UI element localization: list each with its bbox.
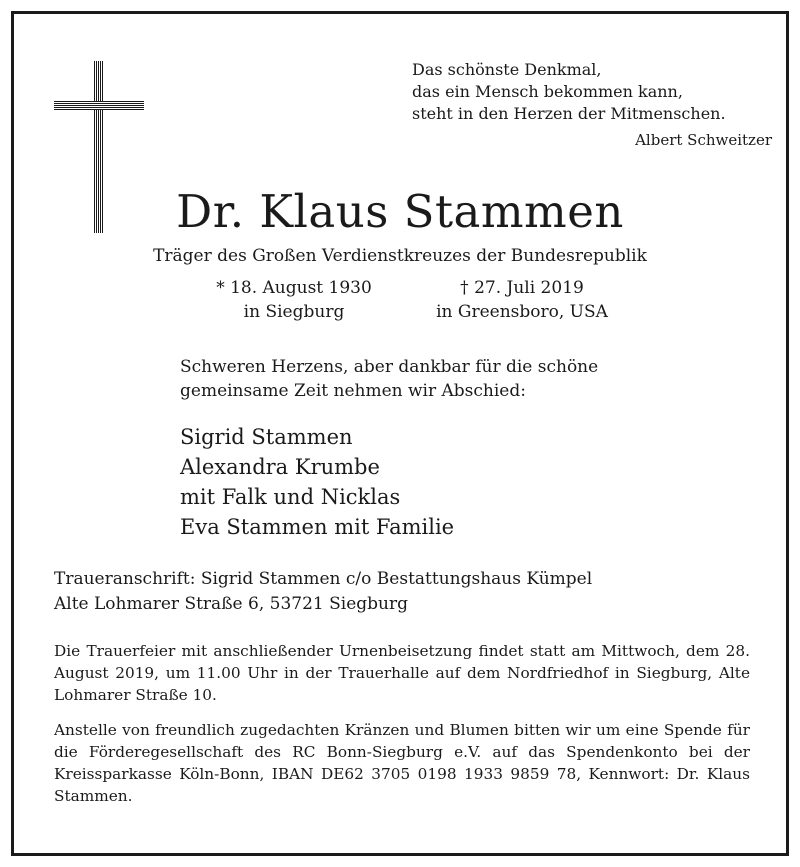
birth-date: * 18. August 1930 xyxy=(216,278,372,298)
quote-line: steht in den Herzen der Mitmenschen. xyxy=(412,104,726,123)
address-line: Alte Lohmarer Straße 6, 53721 Siegburg xyxy=(54,594,408,614)
quote xyxy=(412,59,726,125)
deceased-name: Dr. Klaus Stammen xyxy=(176,185,624,238)
mourner: mit Falk und Nicklas xyxy=(180,485,401,509)
address-line: Traueranschrift: Sigrid Stammen c/o Bestattungshaus Kümpel xyxy=(54,569,593,589)
mourner: Eva Stammen mit Familie xyxy=(180,515,455,539)
donation-request: Anstelle von freundlich zugedachten Kränzen und Blumen bitten wir um eine Spende für die Förderegesellschaft des RC Bonn-Siegburg e.V. auf das Spendenkonto bei der Kreissparkasse Köln-Bonn, IBAN DE62 3705 0198 1933 9859 78, Kennwort: Dr. Klaus Stammen. xyxy=(54,721,750,805)
mourner: Alexandra Krumbe xyxy=(180,455,380,479)
intro-line: gemeinsame Zeit nehmen wir Abschied: xyxy=(180,381,526,401)
deceased-honor: Träger des Großen Verdienstkreuzes der Bundesrepublik xyxy=(153,246,647,266)
birth-info xyxy=(199,276,389,324)
death-place: in Greensboro, USA xyxy=(436,302,608,322)
obituary-notice xyxy=(11,11,789,856)
funeral-details: Die Trauerfeier mit anschließender Urnenbeisetzung findet statt am Mittwoch, dem 28. August 2019, um 11.00 Uhr in der Trauerhalle auf dem Nordfriedhof in Siegburg, Alte Lohmarer Straße 10. xyxy=(54,642,750,704)
mourner: Sigrid Stammen xyxy=(180,425,353,449)
mourning-address xyxy=(54,567,592,617)
birth-place: in Siegburg xyxy=(243,302,345,322)
farewell-intro xyxy=(180,355,598,403)
quote-author: Albert Schweitzer xyxy=(635,131,772,149)
intro-line: Schweren Herzens, aber dankbar für die schöne xyxy=(180,357,599,377)
quote-line: das ein Mensch bekommen kann, xyxy=(412,82,683,101)
death-date: † 27. Juli 2019 xyxy=(460,278,584,298)
death-info xyxy=(422,276,622,324)
mourners-list xyxy=(180,422,454,542)
quote-line: Das schönste Denkmal, xyxy=(412,60,602,79)
